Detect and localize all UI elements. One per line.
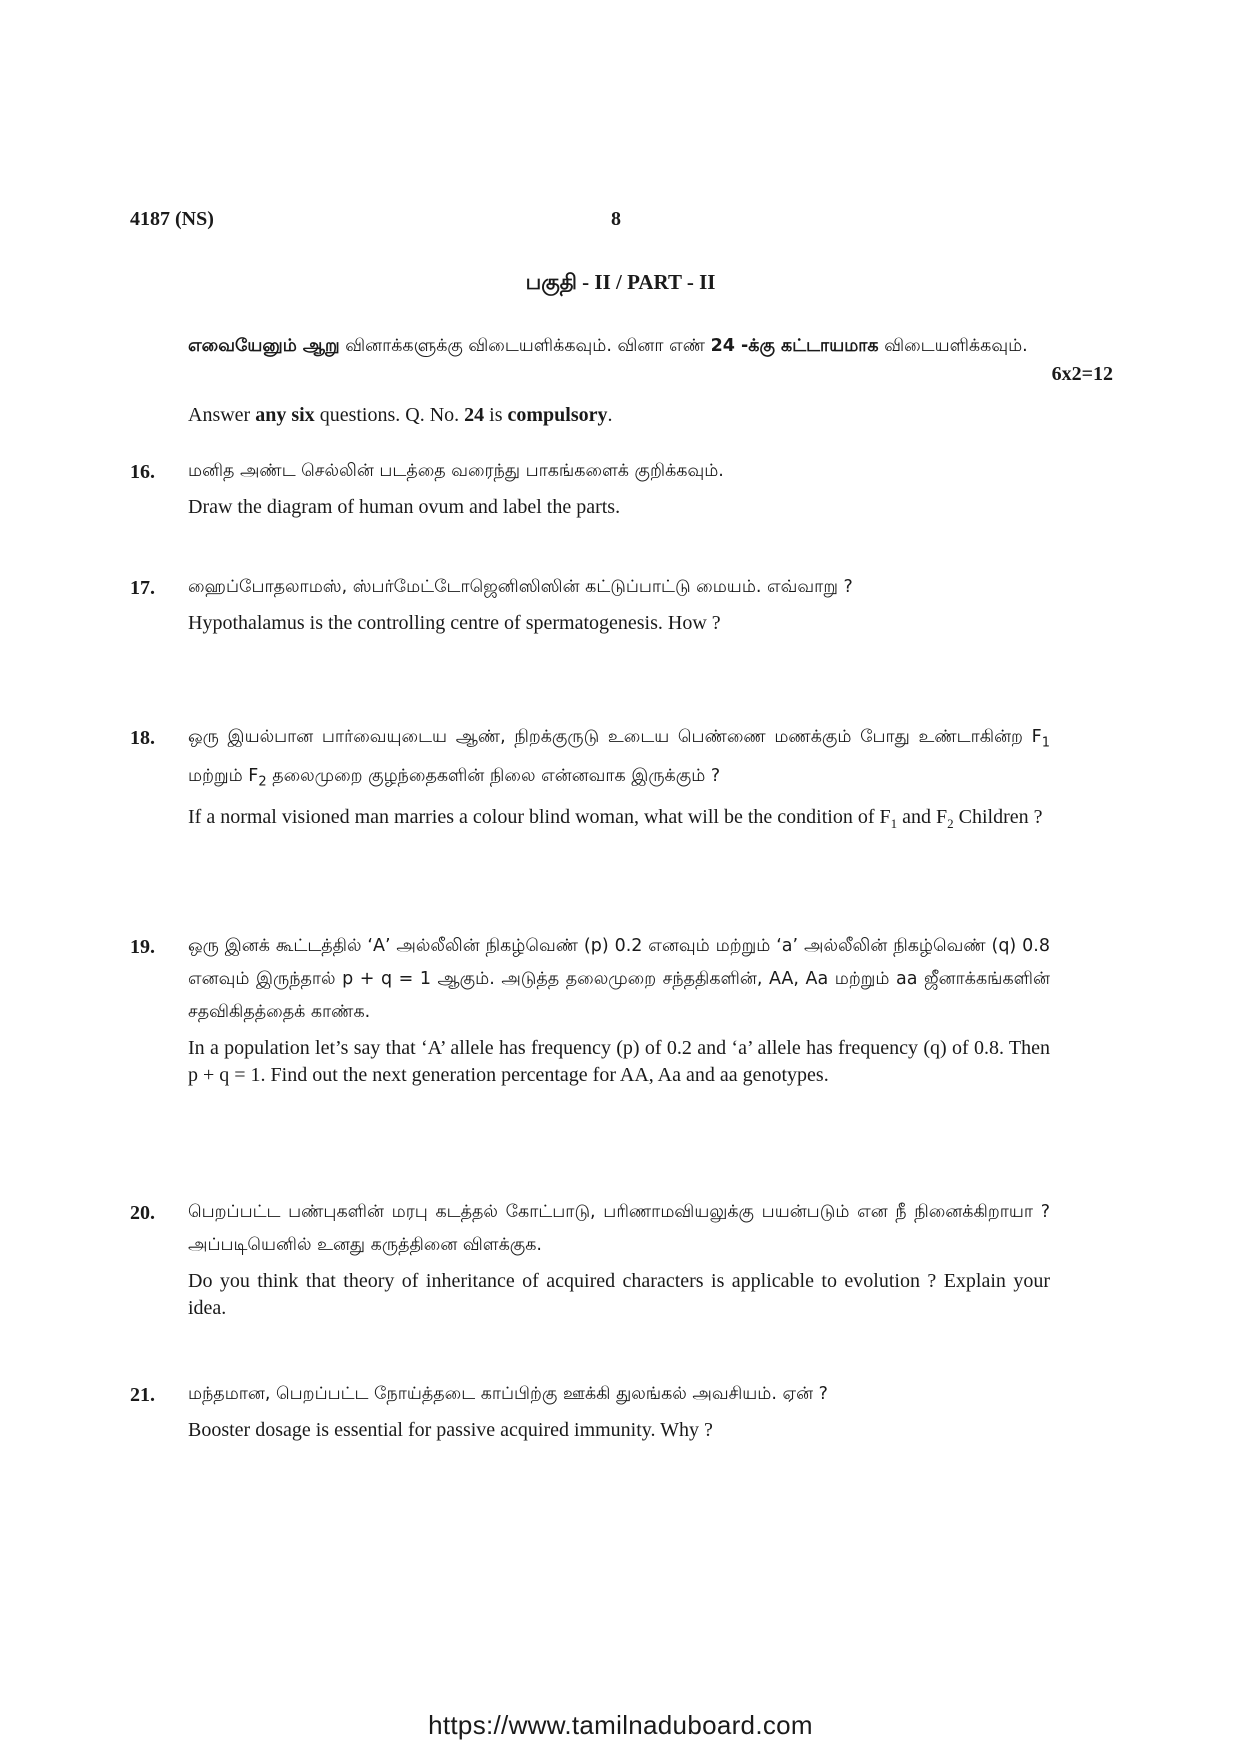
- question-english: [188, 804, 1050, 837]
- question-tamil: பெறப்பட்ட பண்புகளின் மரபு கடத்தல் கோட்பாடு, பரிணாமவியலுக்கு பயன்படும் என நீ நினைக்கிறாயா ? அப்படியெனில் உனது கருத்தினை விளக்குக.: [188, 1202, 1050, 1255]
- question-number: 21.: [130, 1384, 155, 1406]
- part-title: பகுதி - II / PART - II: [525, 270, 716, 294]
- question-tamil: மந்தமான, பெறப்பட்ட நோய்த்தடை காப்பிற்கு ஊக்கி துலங்கல் அவசியம். ஏன் ?: [188, 1384, 828, 1404]
- q18-ta-1: ஒரு இயல்பான பார்வையுடைய ஆண், நிறக்குருடு உடைய பெண்ணை மணக்கும் போது உண்டாகின்ற F: [188, 727, 1042, 747]
- instr-ta-bold-2: 24 -க்கு கட்டாயமாக: [710, 336, 879, 356]
- question-tamil: [188, 721, 1050, 798]
- instr-en-1: Answer: [188, 404, 256, 426]
- paper-code: 4187 (NS): [130, 208, 214, 230]
- instr-en-bold-2: 24: [464, 404, 485, 426]
- question-english: Booster dosage is essential for passive acquired immunity. Why ?: [188, 1419, 713, 1441]
- q18-en-1: If a normal visioned man marries a colour blind woman, what will be the condition of F: [188, 806, 891, 828]
- instructions-tamil: [188, 330, 1048, 363]
- question-english: In a population let’s say that ‘A’ allele has frequency (p) of 0.2 and ‘a’ allele has frequency (q) of 0.8. Then p + q = 1. Find out the next generation percentage for AA, Aa and aa genotypes.: [188, 1037, 1050, 1086]
- instr-ta-bold-1: எவையேனும் ஆறு: [188, 336, 340, 356]
- question-tamil: ஒரு இனக் கூட்டத்தில் ‘A’ அல்லீலின் நிகழ்வெண் (p) 0.2 எனவும் மற்றும் ‘a’ அல்லீலின் நிகழ்வெண் (q) 0.8 எனவும் இருந்தால் p + q = 1 ஆகும். அடுத்த தலைமுறை சந்ததிகளின், AA, Aa மற்றும் aa ஜீனாக்கங்களின் சதவிகிதத்தைக் காண்க.: [188, 936, 1050, 1022]
- question-number: 17.: [130, 577, 155, 599]
- instr-ta-text-2: விடையளிக்கவும்.: [878, 336, 1028, 356]
- instr-en-bold-3: compulsory: [507, 404, 608, 426]
- q18-ta-sub-1: 1: [1041, 735, 1050, 751]
- page-number: 8: [611, 208, 621, 230]
- question-number: 19.: [130, 936, 155, 958]
- q18-en-sub-2: 2: [947, 816, 954, 831]
- marks-allocation: 6x2=12: [1051, 363, 1113, 385]
- instr-en-2: questions. Q. No.: [314, 404, 465, 426]
- instructions-english: [188, 404, 612, 427]
- q18-en-sub-1: 1: [890, 816, 898, 831]
- instr-ta-text-1: வினாக்களுக்கு விடையளிக்கவும். வினா எண்: [339, 336, 711, 356]
- footer-url[interactable]: https://www.tamilnaduboard.com: [428, 1710, 813, 1740]
- q18-ta-2: மற்றும் F: [188, 765, 259, 786]
- question-number: 18.: [130, 727, 155, 749]
- q18-ta-3: தலைமுறை குழந்தைகளின் நிலை என்னவாக இருக்கும் ?: [266, 765, 721, 786]
- q18-ta-sub-2: 2: [258, 774, 267, 789]
- question-english: Hypothalamus is the controlling centre of spermatogenesis. How ?: [188, 612, 721, 634]
- question-english: Draw the diagram of human ovum and label the parts.: [188, 496, 621, 518]
- instr-en-4: .: [607, 404, 613, 426]
- instr-en-3: is: [484, 404, 508, 426]
- question-english: Do you think that theory of inheritance of acquired characters is applicable to evolution ? Explain your idea.: [188, 1270, 1050, 1319]
- question-number: 16.: [130, 461, 155, 483]
- question-tamil: மனித அண்ட செல்லின் படத்தை வரைந்து பாகங்களைக் குறிக்கவும்.: [188, 461, 724, 481]
- instr-en-bold-1: any six: [255, 404, 315, 426]
- q18-en-2: and F: [897, 806, 948, 828]
- question-number: 20.: [130, 1202, 155, 1224]
- question-tamil: ஹைப்போதலாமஸ், ஸ்பர்மேட்டோஜெனிஸிஸின் கட்டுப்பாட்டு மையம். எவ்வாறு ?: [188, 577, 853, 597]
- q18-en-3: Children ?: [953, 806, 1043, 828]
